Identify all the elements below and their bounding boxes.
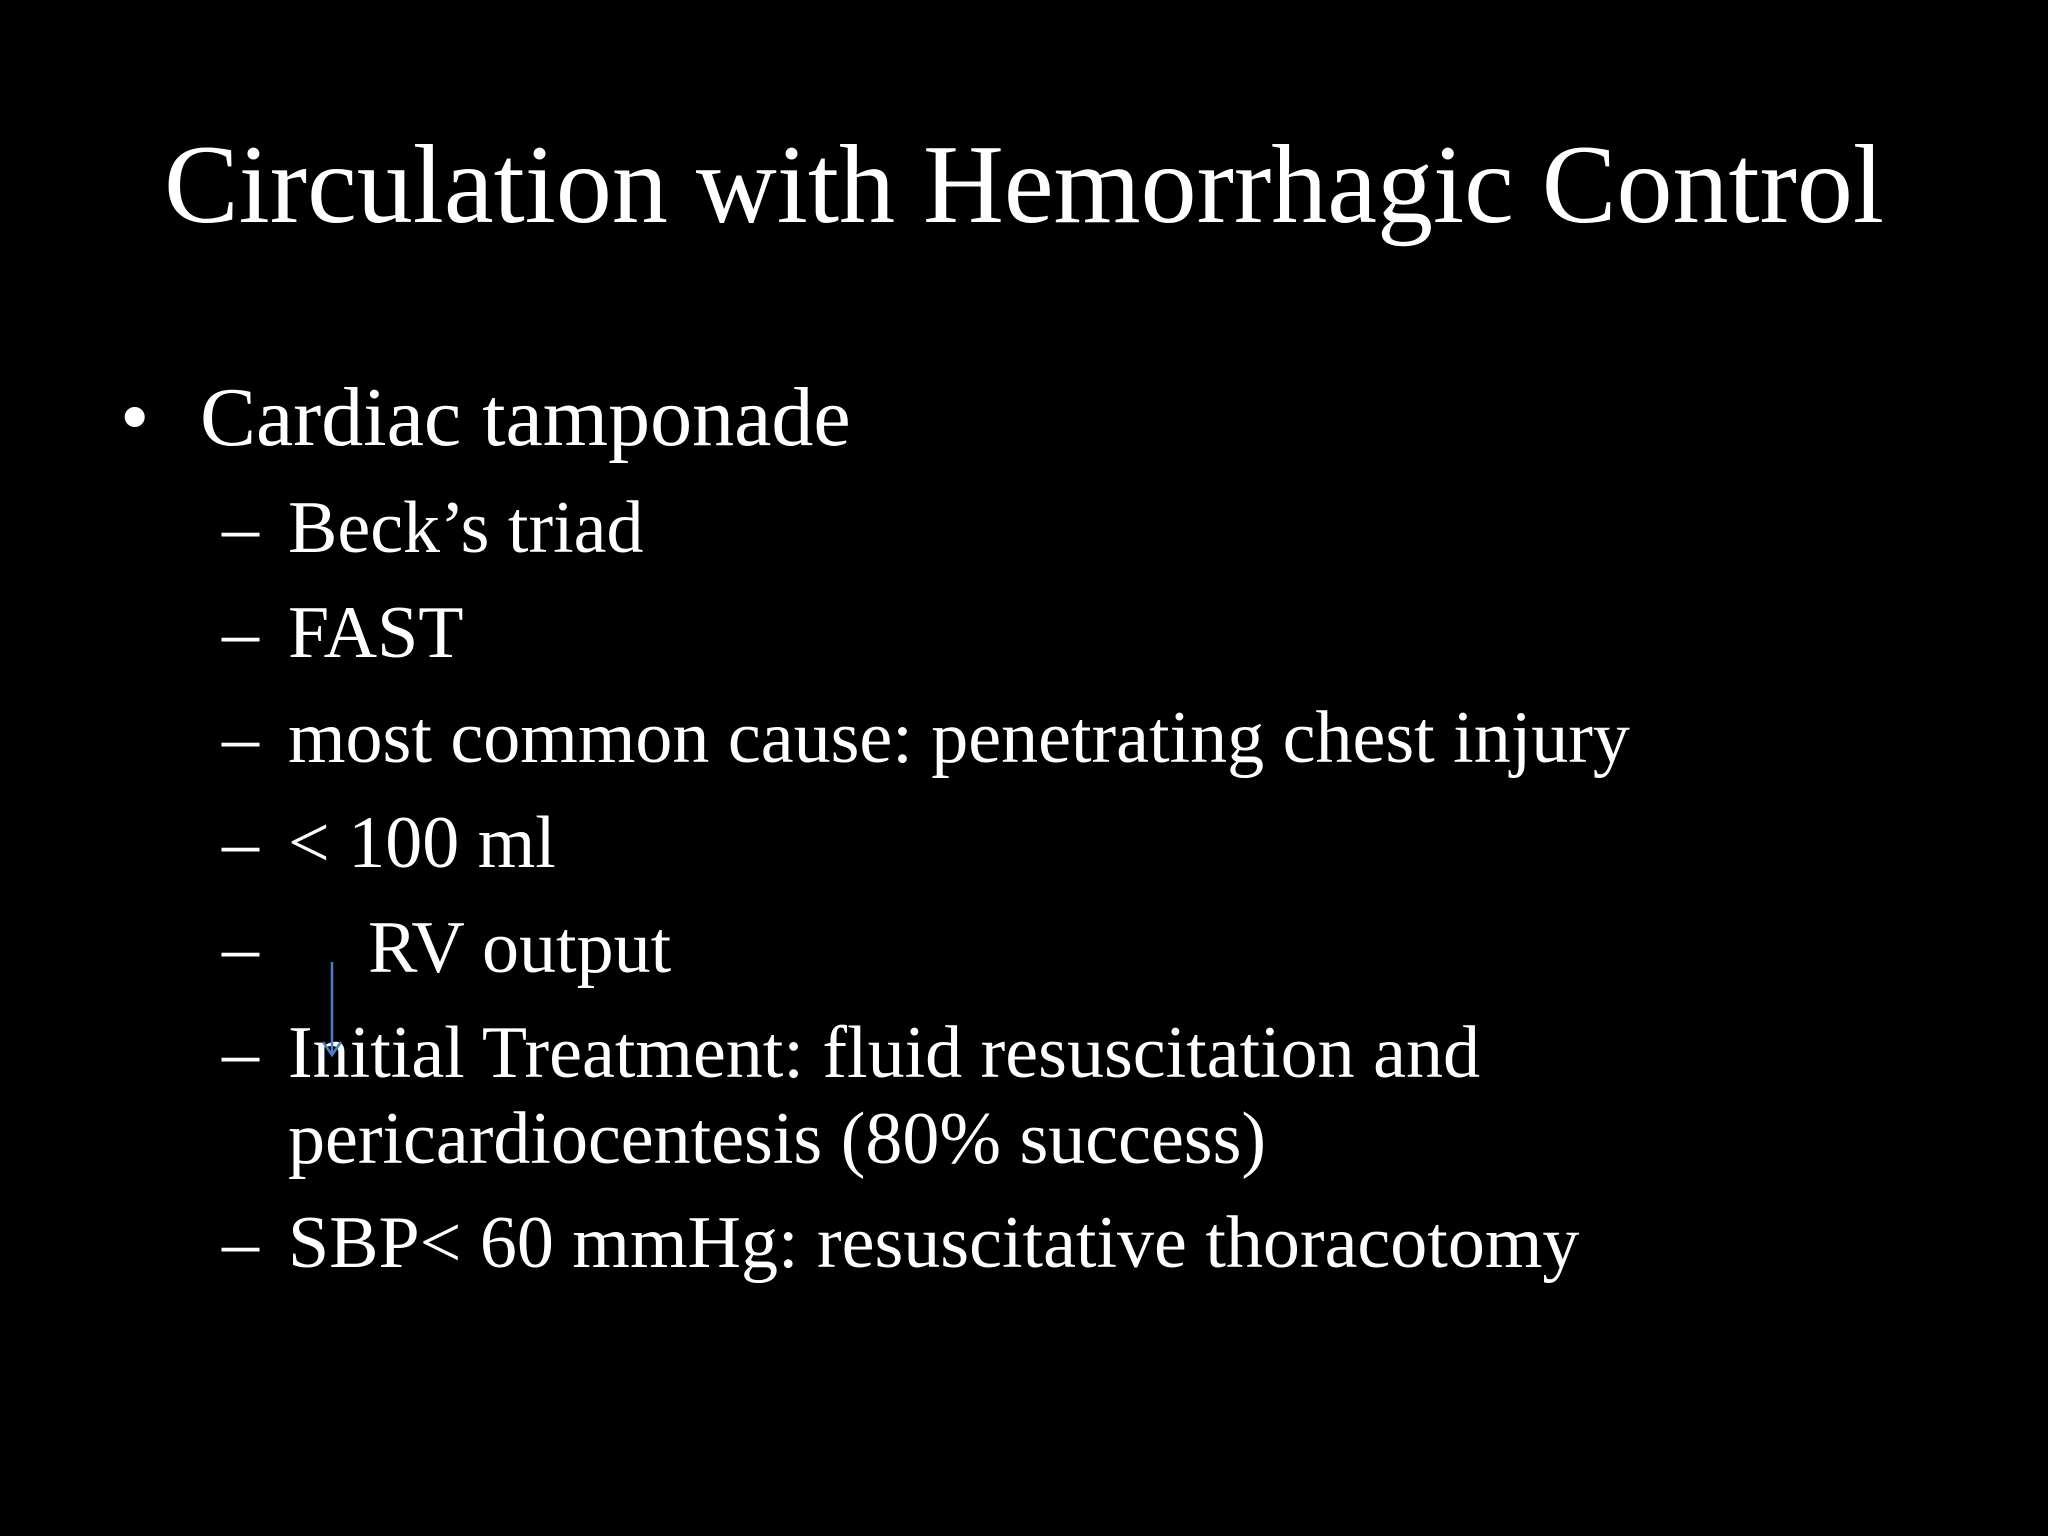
sub-item-dash: – bbox=[222, 1202, 259, 1284]
sub-item-dash: – bbox=[222, 1012, 259, 1094]
sub-item-text: < 100 ml bbox=[288, 802, 556, 884]
sub-item-dash: – bbox=[222, 592, 259, 674]
sub-item-text: RV output bbox=[368, 907, 672, 989]
sub-item-dash: – bbox=[222, 802, 259, 884]
sub-item-text: SBP< 60 mmHg: resuscitative thoracotomy bbox=[288, 1202, 1580, 1284]
bullet-cardiac-tamponade bbox=[120, 368, 851, 468]
sub-item-text: Initial Treatment: fluid resuscitation and bbox=[288, 1012, 1481, 1094]
down-arrow-icon bbox=[320, 962, 344, 1058]
sub-item-text: FAST bbox=[288, 592, 464, 674]
bullet-marker: • bbox=[120, 371, 150, 464]
sub-item-text: Beck’s triad bbox=[288, 487, 644, 569]
sub-item-dash: – bbox=[222, 907, 259, 989]
bullet-text: Cardiac tamponade bbox=[200, 371, 851, 464]
sub-item-dash: – bbox=[222, 487, 259, 569]
sub-item-text: most common cause: penetrating chest injury bbox=[288, 697, 1630, 779]
slide-title: Circulation with Hemorrhagic Control bbox=[163, 123, 1885, 247]
sub-item-dash: – bbox=[222, 697, 259, 779]
sub-item-text-continued: pericardiocentesis (80% success) bbox=[288, 1098, 1267, 1180]
